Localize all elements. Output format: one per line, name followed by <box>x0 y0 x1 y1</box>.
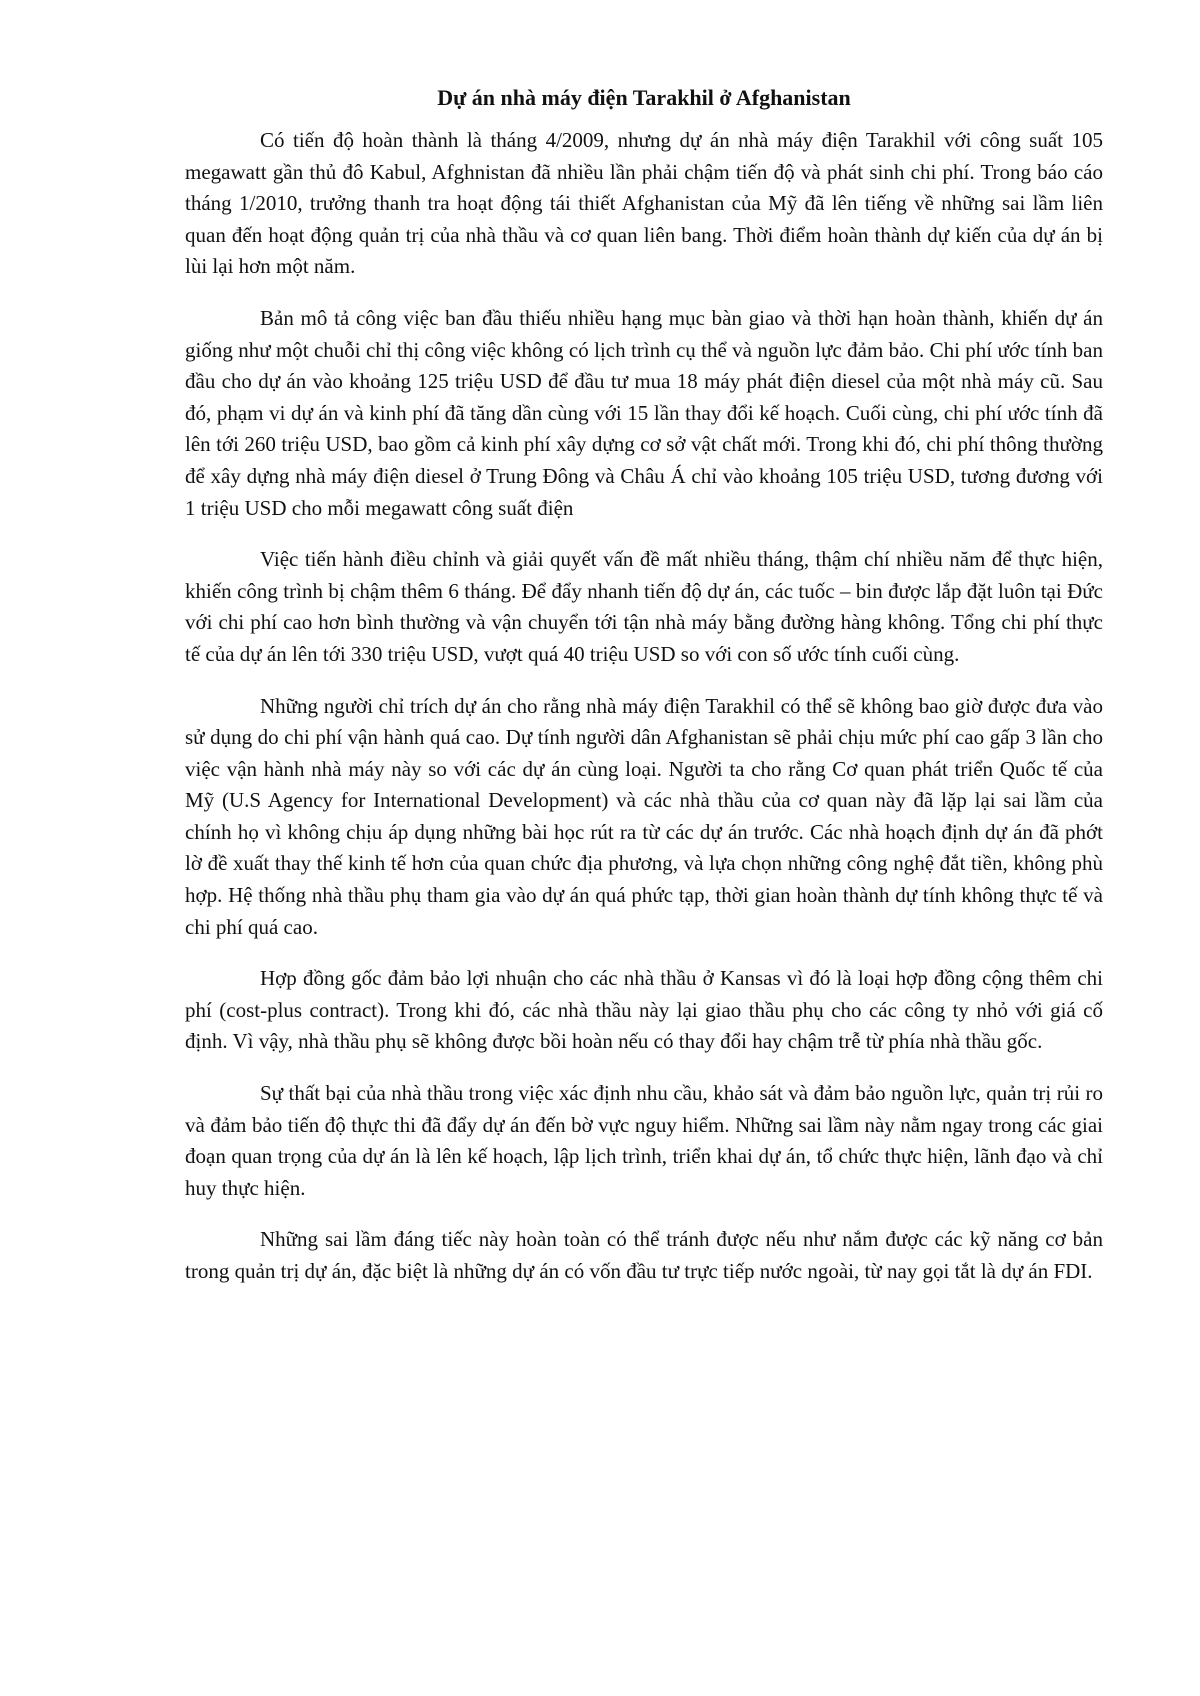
paragraph-contract: Hợp đồng gốc đảm bảo lợi nhuận cho các nhà thầu ở Kansas vì đó là loại hợp đồng cộng thêm chi phí (cost-plus contract). Trong khi đó, các nhà thầu này lại giao thầu phụ cho các công ty nhỏ với giá cố định. Vì vậy, nhà thầu phụ sẽ không được bồi hoàn nếu có thay đổi hay chậm trễ từ phía nhà thầu gốc. <box>185 966 1103 1054</box>
document-page <box>185 82 1103 1308</box>
paragraph-adjustments: Việc tiến hành điều chỉnh và giải quyết vấn đề mất nhiều tháng, thậm chí nhiều năm để thực hiện, khiến công trình bị chậm thêm 6 tháng. Để đẩy nhanh tiến độ dự án, các tuốc – bin được lắp đặt luôn tại Đức với chi phí cao hơn bình thường và vận chuyển tới tận nhà máy bằng đường hàng không. Tổng chi phí thực tế của dự án lên tới 330 triệu USD, vượt quá 40 triệu USD so với con số ước tính cuối cùng. <box>185 547 1103 666</box>
paragraph-cost-estimates: Bản mô tả công việc ban đầu thiếu nhiều hạng mục bàn giao và thời hạn hoàn thành, khiến dự án giống như một chuỗi chỉ thị công việc không có lịch trình cụ thể và nguồn lực đảm bảo. Chi phí ước tính ban đầu cho dự án vào khoảng 125 triệu USD để đầu tư mua 18 máy phát điện diesel của một nhà máy cũ. Sau đó, phạm vi dự án và kinh phí đã tăng dần cùng với 15 lần thay đổi kế hoạch. Cuối cùng, chi phí ước tính đã lên tới 260 triệu USD, bao gồm cả kinh phí xây dựng cơ sở vật chất mới. Trong khi đó, chi phí thông thường để xây dựng nhà máy điện diesel ở Trung Đông và Châu Á chỉ vào khoảng 105 triệu USD, tương đương với 1 triệu USD cho mỗi megawatt công suất điện <box>185 305 1103 520</box>
paragraph-delay-overview: Có tiến độ hoàn thành là tháng 4/2009, nhưng dự án nhà máy điện Tarakhil với công suất 105 megawatt gần thủ đô Kabul, Afghnistan đã nhiều lần phải chậm tiến độ và phát sinh chi phí. Trong báo cáo tháng 1/2010, trưởng thanh tra hoạt động tái thiết Afghanistan của Mỹ đã lên tiếng về những sai lầm liên quan đến hoạt động quản trị của nhà thầu và cơ quan liên bang. Thời điểm hoàn thành dự kiến của dự án bị lùi lại hơn một năm. <box>185 128 1103 279</box>
document-title: Dự án nhà máy điện Tarakhil ở Afghanistan <box>437 85 851 110</box>
paragraph-contractor-failure: Sự thất bại của nhà thầu trong việc xác định nhu cầu, khảo sát và đảm bảo nguồn lực, quản trị rủi ro và đảm bảo tiến độ thực thi đã đẩy dự án đến bờ vực nguy hiểm. Những sai lầm này nằm ngay trong các giai đoạn quan trọng của dự án là lên kế hoạch, lập lịch trình, triển khai dự án, tổ chức thực hiện, lãnh đạo và chỉ huy thực hiện. <box>185 1081 1103 1200</box>
paragraph-criticism: Những người chỉ trích dự án cho rằng nhà máy điện Tarakhil có thể sẽ không bao giờ được đưa vào sử dụng do chi phí vận hành quá cao. Dự tính người dân Afghanistan sẽ phải chịu mức phí cao gấp 3 lần cho việc vận hành nhà máy này so với các dự án cùng loại. Người ta cho rằng Cơ quan phát triển Quốc tế của Mỹ (U.S Agency for International Development) và các nhà thầu của cơ quan này đã lặp lại sai lầm của chính họ vì không chịu áp dụng những bài học rút ra từ các dự án trước. Các nhà hoạch định dự án đã phớt lờ đề xuất thay thế kinh tế hơn của quan chức địa phương, và lựa chọn những công nghệ đắt tiền, không phù hợp. Hệ thống nhà thầu phụ tham gia vào dự án quá phức tạp, thời gian hoàn thành dự tính không thực tế và chi phí quá cao. <box>185 693 1103 939</box>
paragraph-conclusion: Những sai lầm đáng tiếc này hoàn toàn có thể tránh được nếu như nắm được các kỹ năng cơ bản trong quản trị dự án, đặc biệt là những dự án có vốn đầu tư trực tiếp nước ngoài, từ nay gọi tắt là dự án FDI. <box>185 1227 1103 1283</box>
